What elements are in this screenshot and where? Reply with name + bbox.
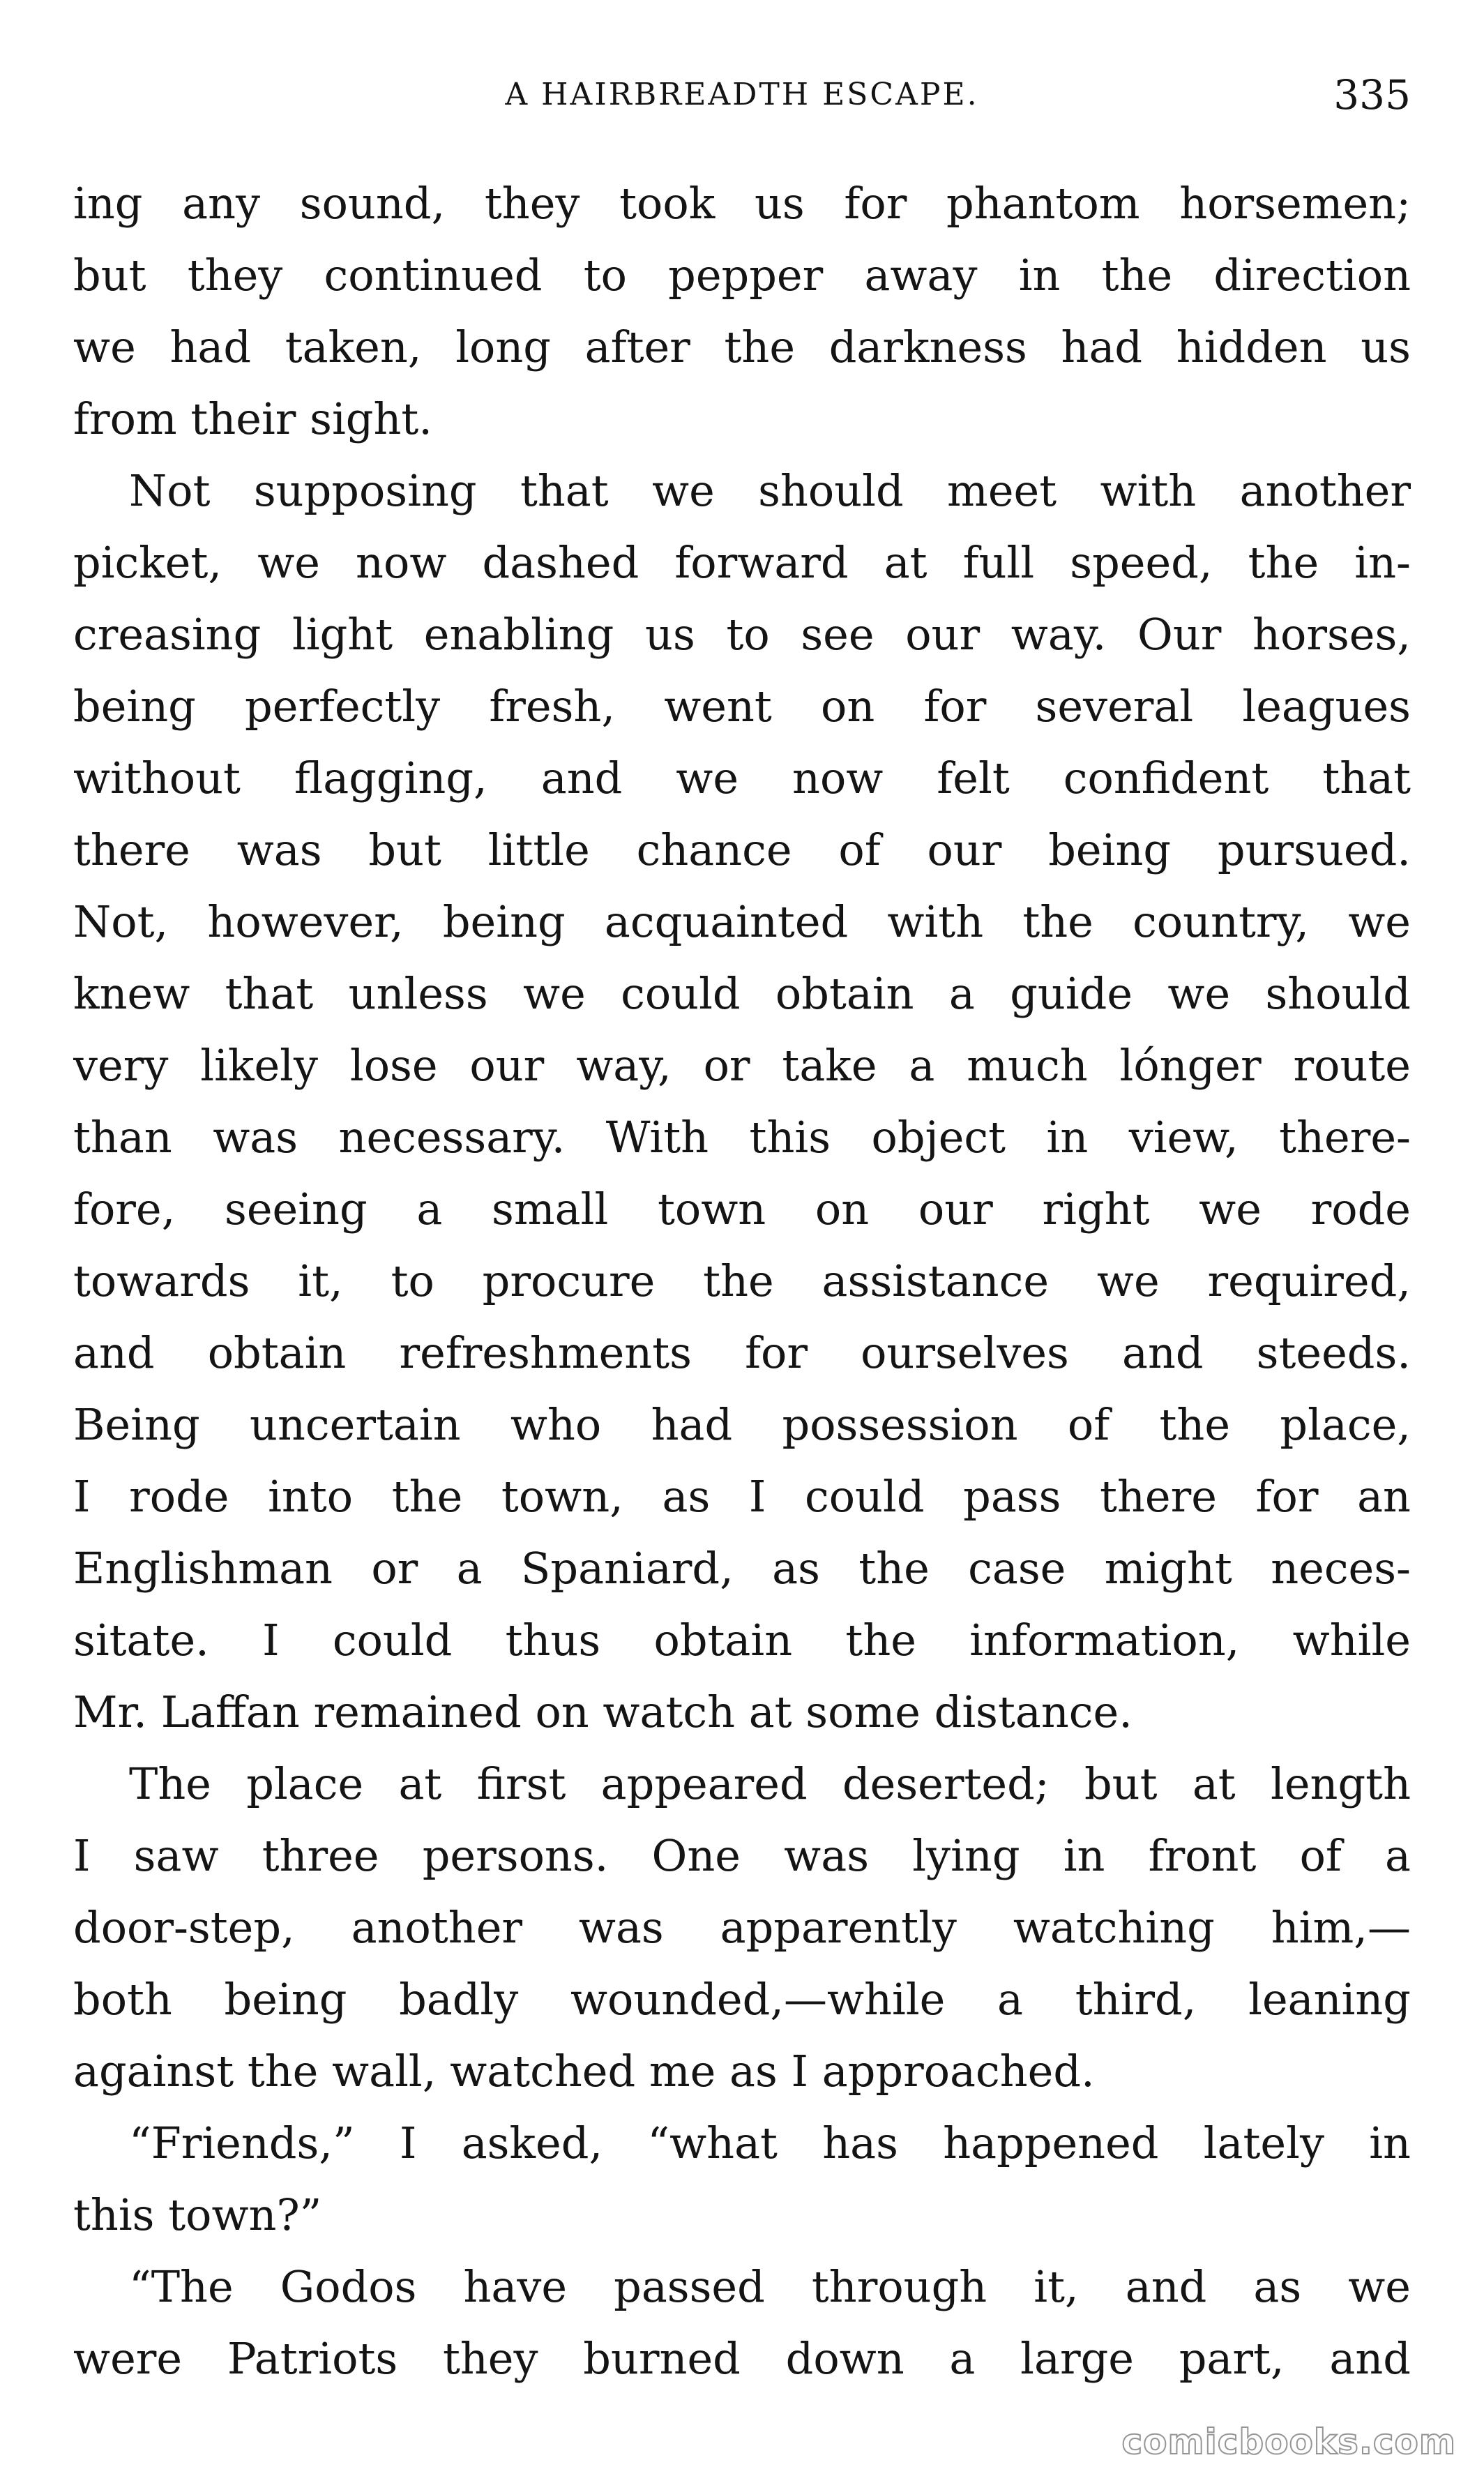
text-line: fore, seeing a small town on our right we rode [73, 1184, 1411, 1235]
paragraph [73, 455, 1411, 1748]
running-title: A HAIRBREADTH ESCAPE. [505, 77, 979, 112]
text-line: picket, we now dashed forward at full speed, the in- [73, 537, 1411, 588]
text-line: towards it, to procure the assistance we required, [73, 1255, 1411, 1306]
paragraph [73, 1748, 1411, 2107]
text-line: very likely lose our way, or take a much lónger route [73, 1040, 1411, 1091]
text-line: both being badly wounded,—while a third, leaning [73, 1974, 1411, 2025]
page-header [73, 61, 1411, 128]
text-line: than was necessary. With this object in view, there- [73, 1112, 1411, 1163]
text-line: without flagging, and we now felt confident that [73, 753, 1411, 803]
watermark: comicbooks.com [1121, 2422, 1456, 2462]
body-text [73, 167, 1411, 2394]
text-line: Mr. Laffan remained on watch at some distance. [73, 1686, 1133, 1737]
text-line: and obtain refreshments for ourselves and steeds. [73, 1327, 1411, 1378]
text-line: ing any sound, they took us for phantom horsemen; [73, 178, 1411, 229]
text-line: I saw three persons. One was lying in front of a [73, 1830, 1411, 1881]
text-line: “Friends,” I asked, “what has happened lately in [129, 2118, 1411, 2168]
text-line: sitate. I could thus obtain the information, while [73, 1615, 1411, 1666]
text-line: there was but little chance of our being pursued. [73, 824, 1411, 875]
text-line: but they continued to pepper away in the direction [73, 250, 1411, 301]
text-line: against the wall, watched me as I approached. [73, 2046, 1095, 2097]
text-line: Not, however, being acquainted with the country, we [73, 896, 1411, 947]
text-line: door-step, another was apparently watching him,— [73, 1902, 1411, 1953]
paragraph [73, 167, 1411, 455]
text-line: The place at first appeared deserted; but at length [129, 1758, 1411, 1809]
text-line: creasing light enabling us to see our way. Our horses, [73, 609, 1411, 660]
text-line: Being uncertain who had possession of the place, [73, 1399, 1411, 1450]
text-line: Englishman or a Spaniard, as the case might neces- [73, 1543, 1411, 1594]
text-line: this town?” [73, 2189, 322, 2240]
paragraph [73, 2107, 1411, 2251]
paragraph [73, 2251, 1411, 2394]
page-number: 335 [1333, 71, 1411, 119]
text-line: from their sight. [73, 393, 433, 444]
text-line: being perfectly fresh, went on for several leagues [73, 681, 1411, 732]
text-line: “The Godos have passed through it, and as we [129, 2261, 1411, 2312]
text-line: Not supposing that we should meet with another [129, 465, 1411, 516]
text-line: knew that unless we could obtain a guide we should [73, 968, 1411, 1019]
text-line: I rode into the town, as I could pass there for an [73, 1471, 1411, 1522]
text-line: were Patriots they burned down a large part, and [73, 2333, 1411, 2384]
text-line: we had taken, long after the darkness had hidden us [73, 322, 1411, 372]
